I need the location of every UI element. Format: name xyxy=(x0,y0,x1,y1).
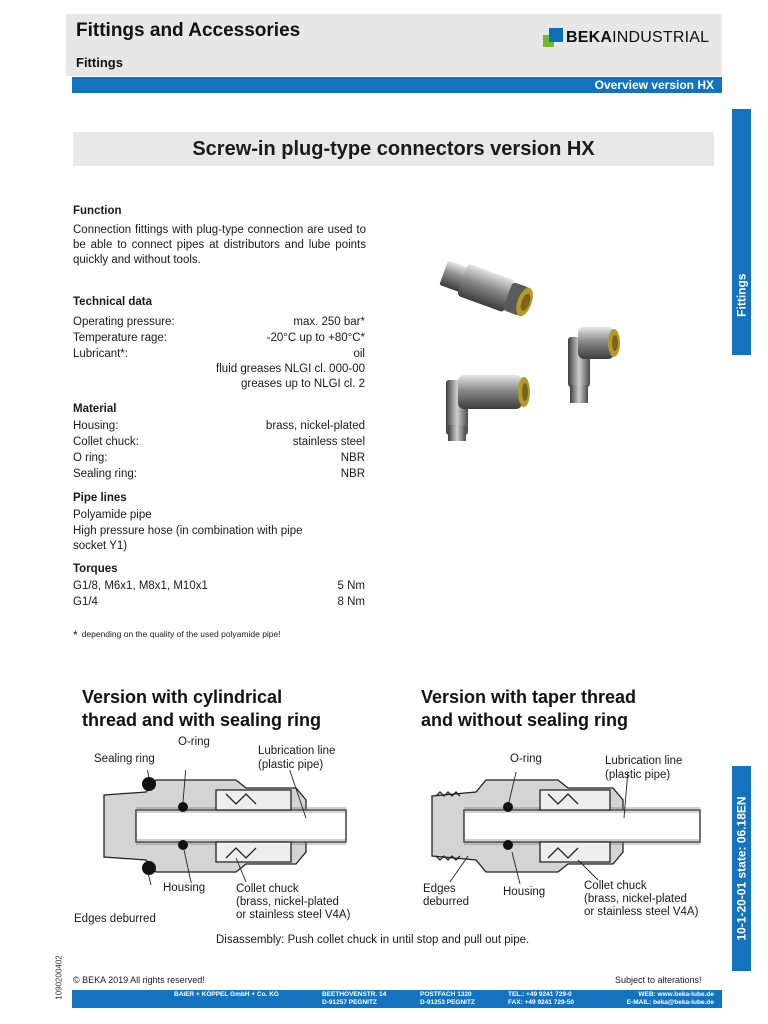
label-collet-1: Collet chuck xyxy=(236,883,299,895)
side-tab-state xyxy=(732,766,751,971)
label-lub-line-right-2: (plastic pipe) xyxy=(605,769,671,781)
function-heading: Function xyxy=(73,205,122,217)
elbow-connector-left xyxy=(446,375,530,441)
pipe-line-item: Polyamide pipe xyxy=(73,509,152,521)
footnote-text: depending on the quality of the used polyamide pipe! xyxy=(81,629,281,639)
version-left-title-2: thread and with sealing ring xyxy=(82,710,322,730)
label-edges-deburred: Edges deburred xyxy=(74,913,156,925)
label-edges-right-2: deburred xyxy=(423,896,470,908)
header-title: Fittings and Accessories xyxy=(76,20,301,41)
torques-heading: Torques xyxy=(73,563,118,575)
footer-web[interactable]: WEB: www.beka-lube.de xyxy=(638,991,714,998)
footer-city: D-91257 PEGNITZ xyxy=(322,998,377,1006)
cross-section-right xyxy=(428,772,708,884)
elbow-connector-right xyxy=(568,327,620,403)
header-subtitle: Fittings xyxy=(76,55,123,70)
footer-bar xyxy=(72,990,722,1008)
side-tab-fittings xyxy=(732,109,751,355)
cross-section-left xyxy=(96,770,356,885)
pipe-line-item: High pressure hose (in combination with pipe xyxy=(73,525,303,537)
label-housing: Housing xyxy=(163,882,206,894)
footnote-mark: * xyxy=(73,628,78,642)
pipe-lines-heading: Pipe lines xyxy=(73,492,127,504)
label-collet-right-2: (brass, nickel-plated xyxy=(584,893,687,905)
footer-tel: TEL.: +49 9241 729-0 xyxy=(508,991,572,998)
page-title-box xyxy=(73,132,714,166)
logo-text-light: INDUSTRIAL xyxy=(612,29,710,46)
beka-logo xyxy=(543,26,723,50)
label-edges-right-1: Edges xyxy=(423,883,456,895)
version-left-title-1: Version with cylindrical xyxy=(82,687,283,707)
label-collet-right-1: Collet chuck xyxy=(584,880,647,892)
product-photo xyxy=(420,255,620,445)
beka-logo-icon xyxy=(543,28,563,48)
footer-postfach: POSTFACH 1320 xyxy=(420,991,472,998)
version-right-title-2: and without sealing ring xyxy=(421,710,628,730)
version-right-title-1: Version with taper thread xyxy=(421,687,637,707)
label-collet-3: or stainless steel V4A) xyxy=(236,909,351,921)
disassembly-note: Disassembly: Push collet chuck in until stop and pull out pipe. xyxy=(216,934,530,946)
footer-fax: FAX: +49 9241 729-50 xyxy=(508,998,574,1006)
pipe-line-item: socket Y1) xyxy=(73,540,128,552)
footer-street: BEETHOVENSTR. 14 xyxy=(322,991,387,998)
label-lub-line-right-1: Lubrication line xyxy=(605,755,683,767)
page-title: Screw-in plug-type connectors version HX xyxy=(192,138,595,160)
straight-connector xyxy=(438,257,537,321)
label-collet-2: (brass, nickel-plated xyxy=(236,896,339,908)
label-o-ring-right: O-ring xyxy=(510,753,542,765)
footer-email[interactable]: E-MAIL: beka@beka-lube.de xyxy=(626,998,714,1006)
overview-label: Overview version HX xyxy=(594,78,714,92)
overview-bar xyxy=(72,77,722,93)
label-lub-line-2: (plastic pipe) xyxy=(258,759,324,771)
technical-data-heading: Technical data xyxy=(73,296,153,308)
label-collet-right-3: or stainless steel V4A) xyxy=(584,906,699,918)
material-heading: Material xyxy=(73,403,117,415)
label-sealing-ring: Sealing ring xyxy=(94,753,155,765)
footer-company: BAIER + KÖPPEL GmbH + Co. KG xyxy=(174,991,279,998)
side-tab-state-label: 10-1-20-01 state: 06.18EN xyxy=(734,796,749,941)
function-text: Connection fittings with plug-type connection are used to be able to connect pipes at distributors and lube points quickly and without tools. xyxy=(73,224,366,266)
footnote xyxy=(73,628,281,642)
footer-postcity: D-91253 PEGNITZ xyxy=(420,998,475,1006)
doc-code xyxy=(52,949,66,1011)
copyright: © BEKA 2019 All rights reserved! xyxy=(73,975,205,985)
subject-to-alterations: Subject to alterations! xyxy=(615,975,702,985)
label-housing-right: Housing xyxy=(503,886,546,898)
side-tab-fittings-label: Fittings xyxy=(734,273,749,317)
label-o-ring: O-ring xyxy=(178,736,210,748)
label-lub-line-1: Lubrication line xyxy=(258,745,336,757)
logo-text-bold: BEKA xyxy=(566,29,613,46)
doc-code-label: 1090200402 xyxy=(54,955,64,1000)
